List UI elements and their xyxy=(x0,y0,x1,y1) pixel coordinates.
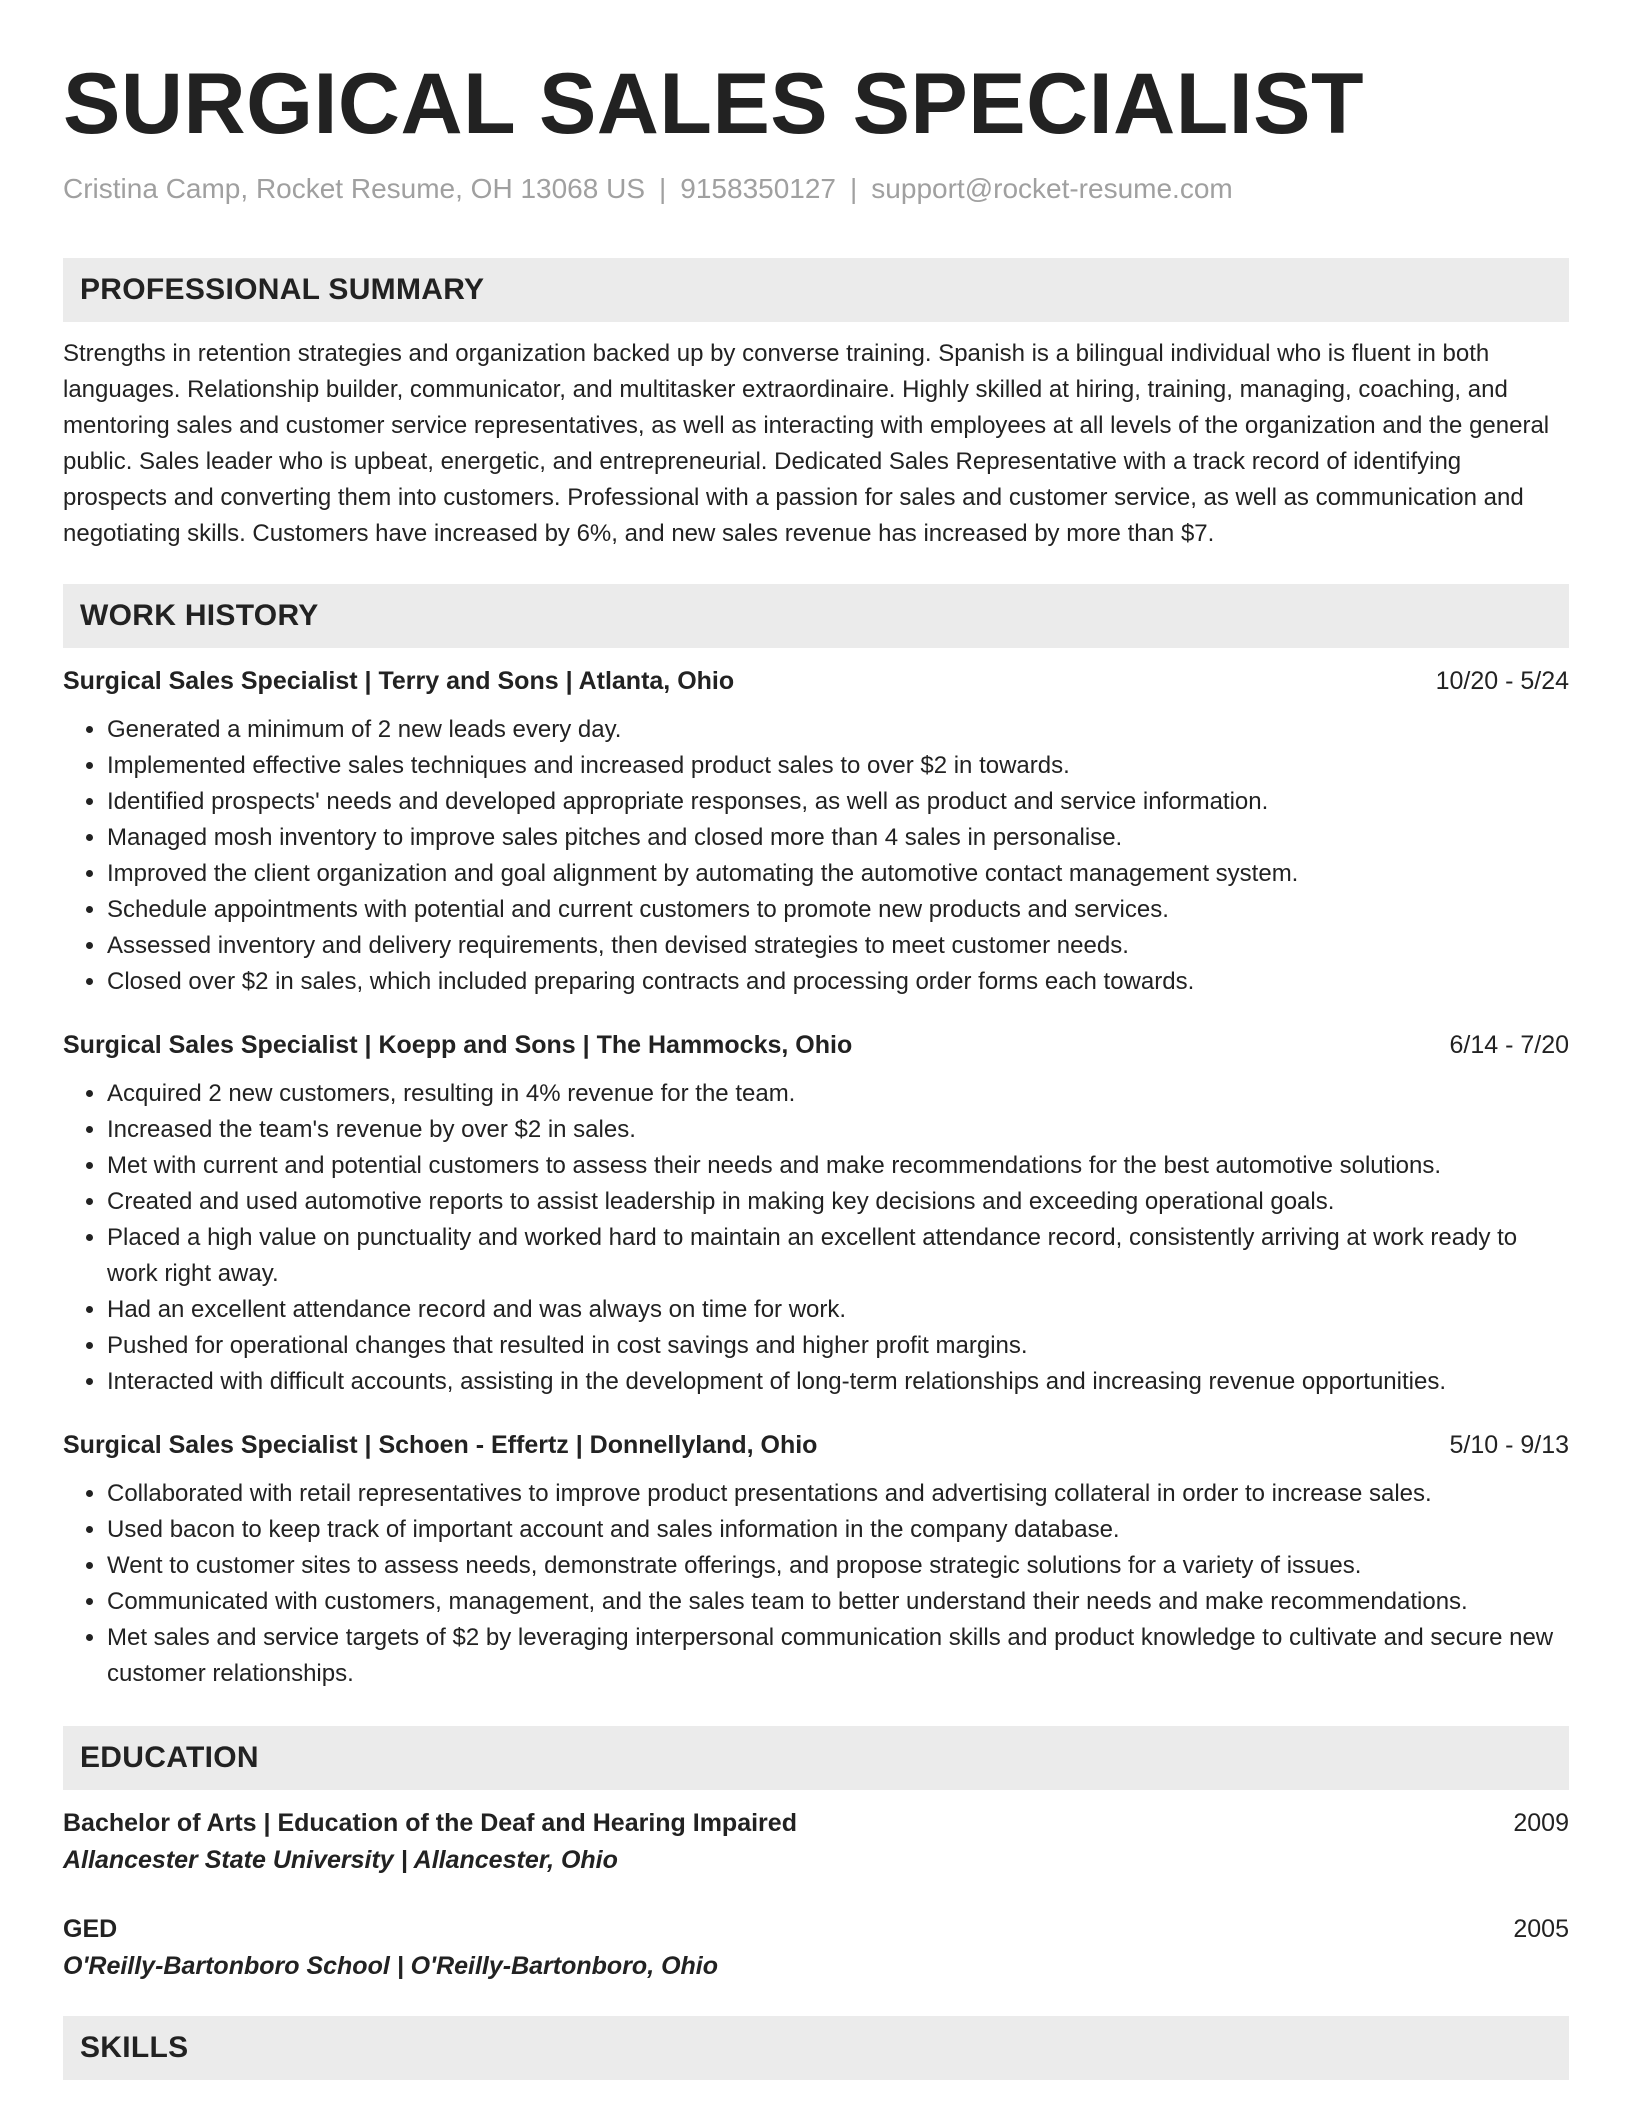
education-year: 2009 xyxy=(1513,1809,1569,1837)
job-bullet: • Went to customer sites to assess needs, demonstrate offerings, and propose strategic solutions for a variety of issues. xyxy=(107,1548,1569,1584)
job-title: Surgical Sales Specialist | Schoen - Effertz | Donnellyland, Ohio xyxy=(63,1431,818,1459)
job-entry xyxy=(63,1028,1569,1400)
education-school: Allancester State University | Allancester, Ohio xyxy=(63,1846,618,1874)
section-header-education: EDUCATION xyxy=(63,1726,1569,1790)
job-header xyxy=(63,664,1569,698)
job-entry xyxy=(63,664,1569,1000)
contact-email: support@rocket-resume.com xyxy=(871,173,1233,204)
job-bullet: • Communicated with customers, management, and the sales team to better understand their needs and make recommendations. xyxy=(107,1584,1569,1620)
job-bullet: • Managed mosh inventory to improve sales pitches and closed more than 4 sales in personalise. xyxy=(107,820,1569,856)
job-title: Surgical Sales Specialist | Koepp and Sons | The Hammocks, Ohio xyxy=(63,1031,853,1059)
job-bullet: • Increased the team's revenue by over $2 in sales. xyxy=(107,1112,1569,1148)
job-bullet: • Closed over $2 in sales, which included preparing contracts and processing order forms each towards. xyxy=(107,964,1569,1000)
education-header xyxy=(63,1806,1569,1840)
job-bullet: • Implemented effective sales techniques and increased product sales to over $2 in towards. xyxy=(107,748,1569,784)
job-bullets xyxy=(63,712,1569,1000)
job-bullet: • Created and used automotive reports to assist leadership in making key decisions and exceeding operational goals. xyxy=(107,1184,1569,1220)
job-bullet: • Interacted with difficult accounts, assisting in the development of long-term relationships and increasing revenue opportunities. xyxy=(107,1364,1569,1400)
job-bullet: • Assessed inventory and delivery requirements, then devised strategies to meet customer needs. xyxy=(107,928,1569,964)
job-bullets xyxy=(63,1476,1569,1692)
job-header xyxy=(63,1428,1569,1462)
job-bullet: • Met with current and potential customers to assess their needs and make recommendations for the best automotive solutions. xyxy=(107,1148,1569,1184)
job-bullet: • Pushed for operational changes that resulted in cost savings and higher profit margins. xyxy=(107,1328,1569,1364)
section-header-summary: PROFESSIONAL SUMMARY xyxy=(63,258,1569,322)
job-bullet: • Improved the client organization and goal alignment by automating the automotive contact management system. xyxy=(107,856,1569,892)
job-bullet: • Placed a high value on punctuality and worked hard to maintain an excellent attendance record, consistently arriving at work ready to work right away. xyxy=(107,1220,1569,1292)
job-dates: 5/10 - 9/13 xyxy=(1449,1431,1569,1459)
job-bullet: • Met sales and service targets of $2 by leveraging interpersonal communication skills and product knowledge to cultivate and secure new customer relationships. xyxy=(107,1620,1569,1692)
contact-separator: | xyxy=(659,173,667,204)
contact-phone: 9158350127 xyxy=(680,173,837,204)
contact-separator: | xyxy=(850,173,858,204)
job-dates: 10/20 - 5/24 xyxy=(1435,667,1569,695)
education-header xyxy=(63,1912,1569,1946)
job-bullet: • Generated a minimum of 2 new leads every day. xyxy=(107,712,1569,748)
summary-text: Strengths in retention strategies and organization backed up by converse training. Spanish is a bilingual individual who is fluent in both languages. Relationship builder, communicator, and multitasker extraordinaire. Highly skilled at hiring, training, managing, coaching, and mentoring sales and customer service representatives, as well as interacting with employees at all levels of the organization and the general public. Sales leader who is upbeat, energetic, and entrepreneurial. Dedicated Sales Representative with a track record of identifying prospects and converting them into customers. Professional with a passion for sales and customer service, as well as communication and negotiating skills. Customers have increased by 6%, and new sales revenue has increased by more than $7. xyxy=(63,340,1550,547)
education-degree: Bachelor of Arts | Education of the Deaf and Hearing Impaired xyxy=(63,1809,797,1837)
education-degree: GED xyxy=(63,1915,118,1943)
job-bullet: • Schedule appointments with potential and current customers to promote new products and services. xyxy=(107,892,1569,928)
contact-address: Cristina Camp, Rocket Resume, OH 13068 US xyxy=(63,173,645,204)
job-bullet: • Collaborated with retail representatives to improve product presentations and advertising collateral in order to increase sales. xyxy=(107,1476,1569,1512)
education-school: O'Reilly-Bartonboro School | O'Reilly-Bartonboro, Ohio xyxy=(63,1952,719,1980)
section-header-work-history: WORK HISTORY xyxy=(63,584,1569,648)
job-bullet: • Identified prospects' needs and developed appropriate responses, as well as product and service information. xyxy=(107,784,1569,820)
job-title: Surgical Sales Specialist | Terry and Sons | Atlanta, Ohio xyxy=(63,667,735,695)
job-bullet: • Acquired 2 new customers, resulting in 4% revenue for the team. xyxy=(107,1076,1569,1112)
job-header xyxy=(63,1028,1569,1062)
job-bullet: • Used bacon to keep track of important account and sales information in the company database. xyxy=(107,1512,1569,1548)
job-entry xyxy=(63,1428,1569,1692)
job-bullets xyxy=(63,1076,1569,1400)
education-year: 2005 xyxy=(1513,1915,1569,1943)
job-bullet: • Had an excellent attendance record and was always on time for work. xyxy=(107,1292,1569,1328)
education-entry xyxy=(63,1912,1569,1984)
resume-name-title: SURGICAL SALES SPECIALIST xyxy=(63,56,1365,152)
contact-line xyxy=(63,172,1569,206)
section-header-skills: SKILLS xyxy=(63,2016,1569,2080)
education-entry xyxy=(63,1806,1569,1878)
job-dates: 6/14 - 7/20 xyxy=(1449,1031,1569,1059)
